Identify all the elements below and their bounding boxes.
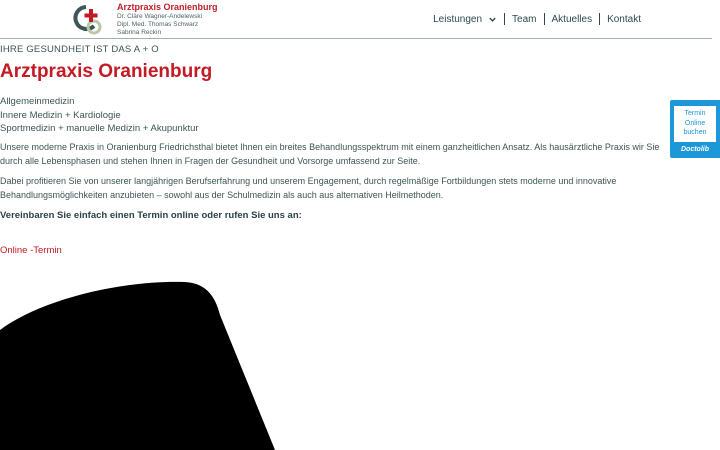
header-divider [0, 38, 712, 39]
brand-block[interactable] [117, 3, 218, 37]
appointment-cta: Vereinbaren Sie einfach einen Termin online oder rufen Sie uns an: [0, 210, 302, 221]
nav-item-leistungen[interactable] [433, 14, 497, 25]
nav-item-kontakt[interactable] [607, 14, 641, 25]
specialties-list [0, 95, 199, 136]
doctolib-brand: Doctolib [681, 146, 709, 153]
specialty-item: Sportmedizin + manuelle Medizin + Akupunktur [0, 123, 199, 134]
page-title: Arztpraxis Oranienburg [0, 61, 213, 82]
nav-label-leistungen: Leistungen [433, 13, 483, 25]
doctolib-booking-widget[interactable] [670, 100, 720, 158]
nav-divider [504, 13, 505, 25]
nav-label-kontakt: Kontakt [607, 13, 641, 25]
decorative-shape [0, 270, 300, 450]
doctolib-booking-button[interactable] [674, 106, 716, 142]
nav-divider [599, 13, 600, 25]
main-nav [433, 13, 641, 25]
doctolib-line: buchen [683, 129, 707, 136]
doctolib-line: Termin [684, 110, 706, 117]
brand-doctor-1: Dr. Cläre Wagner-Andelewski [117, 13, 203, 20]
doctolib-line: Online [684, 119, 706, 127]
intro-paragraph: Unsere moderne Praxis in Oranienburg Friedrichsthal bietet Ihnen ein breites Behandlungsspektrum mit einem ganzheitlichen Ansatz. Als hausärztliche Praxis wir Sie durch alle Lebensphasen und stehen Ihnen in Fragen der Gesundheit und Vorsorge umfassend zur Seite. [0, 142, 660, 166]
nav-label-aktuelles: Aktuelles [551, 13, 593, 25]
experience-paragraph: Dabei profitieren Sie von unserer langjährigen Berufserfahrung und unserem Engagement, durch regelmäßige Fortbildungen stets moderne und innovative Behandlungsmöglichkeiten anzubieten – sowohl aus der Schulmedizin als auch aus alternativen Heilmethoden. [0, 176, 617, 200]
nav-item-team[interactable] [512, 14, 536, 25]
specialty-item: Innere Medizin + Kardiologie [0, 109, 121, 121]
nav-label-team: Team [512, 13, 537, 25]
brand-title: Arztpraxis Oranienburg [117, 2, 218, 12]
brand-doctor-2: Dipl. Med. Thomas Schwarz [117, 21, 199, 28]
online-appointment-link[interactable]: Online -Termin [0, 245, 62, 256]
chevron-down-icon [488, 15, 497, 24]
specialty-item: Allgemeinmedizin [0, 96, 75, 107]
nav-divider [544, 13, 545, 25]
brand-doctor-3: Sabrina Reckin [117, 29, 162, 36]
eyebrow-text: IHRE GESUNDHEIT IST DAS A + O [0, 44, 159, 55]
site-header [0, 0, 720, 38]
nav-item-aktuelles[interactable] [552, 14, 593, 25]
praxis-logo-icon[interactable] [70, 3, 102, 35]
